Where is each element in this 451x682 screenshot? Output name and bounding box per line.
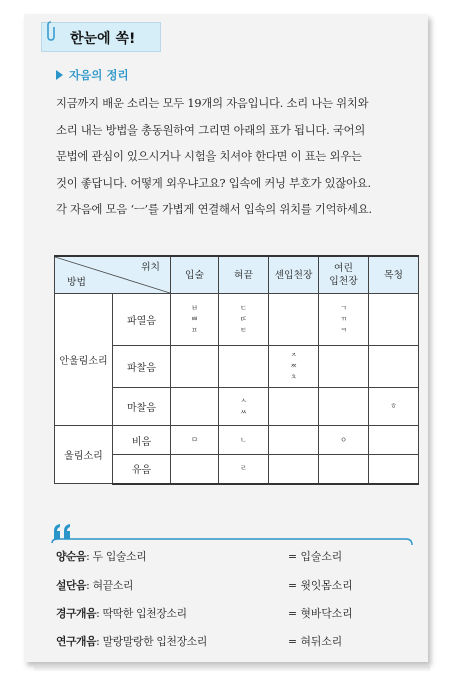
consonant-cell: [269, 455, 319, 484]
table-corner-header: [55, 256, 171, 294]
column-header: 센입천장: [269, 256, 319, 294]
paragraph-line: 소리 내는 방법을 총동원하여 그리면 아래의 표가 됩니다. 국어의: [56, 123, 366, 137]
definition-term: 경구개음: [56, 607, 97, 620]
consonant-letter: ㅅ: [240, 396, 247, 405]
definition-equivalent: = 윗잇몸소리: [288, 579, 353, 592]
consonant-cell: [269, 294, 319, 346]
table-row: [55, 294, 419, 346]
definition-equivalent: = 혀뒤소리: [288, 635, 343, 648]
consonant-letter: ㅉ: [290, 362, 297, 370]
consonant-letter: ㄴ: [240, 435, 247, 444]
definition-desc: : 딱딱한 입천장소리: [96, 607, 187, 620]
definition-row: [56, 549, 396, 565]
consonant-cell: [219, 346, 269, 388]
consonant-cell: [219, 388, 269, 426]
consonant-letter: ㅊ: [290, 373, 297, 381]
consonant-cell: [369, 455, 419, 484]
manner-label: 비음: [113, 426, 171, 455]
table-row: [55, 426, 419, 455]
definition-row: [56, 634, 396, 650]
group-label: 울림소리: [55, 426, 113, 484]
consonant-letter: ㄲ: [340, 315, 347, 323]
paragraph-line: 지금까지 배운 소리는 모두 19개의 자음입니다. 소리 나는 위치와: [56, 97, 369, 110]
consonant-letter: ㄷ: [240, 304, 247, 312]
group-label: 안울림소리: [55, 294, 113, 426]
content-card: [24, 14, 428, 662]
definition-equivalent: = 혓바닥소리: [288, 607, 353, 620]
definition-term: 설단음: [56, 579, 87, 592]
manner-label: 마찰음: [113, 388, 171, 426]
manner-label: 파찰음: [113, 346, 171, 388]
definition-term: 양순음: [56, 550, 87, 563]
consonant-table: [54, 255, 419, 485]
corner-label-position: 위치: [141, 262, 160, 273]
consonant-cell: [369, 426, 419, 455]
consonant-letter: ㄹ: [240, 464, 247, 473]
paragraph-line: 각 자음에 모음 ‘ㅡ’를 가볍게 연결해서 입속의 위치를 기억하세요.: [56, 203, 372, 217]
paperclip-icon: [46, 21, 56, 43]
triangle-bullet-icon: [56, 70, 63, 80]
consonant-cell: [319, 455, 369, 484]
consonant-letter: ㅌ: [240, 326, 247, 334]
consonant-letter: ㅎ: [390, 402, 397, 410]
section-title: 자음의 정리: [69, 68, 129, 82]
section-heading: [56, 67, 129, 83]
consonant-cell: [269, 388, 319, 426]
consonant-letter: ㅇ: [340, 435, 347, 444]
consonant-cell: [171, 426, 219, 455]
definition-term: 연구개음: [56, 635, 97, 648]
definition-desc: : 혀끝소리: [86, 579, 134, 592]
definition-row: [56, 606, 396, 622]
corner-label-manner: 방법: [67, 277, 86, 288]
consonant-cell: [171, 455, 219, 484]
consonant-cell: [269, 346, 319, 388]
consonant-cell: [369, 294, 419, 346]
consonant-cell: [219, 426, 269, 455]
consonant-letter: ㅆ: [240, 407, 247, 416]
consonant-letter: ㄸ: [240, 315, 247, 323]
definition-desc: : 말랑말랑한 입천장소리: [96, 635, 208, 648]
consonant-cell: [369, 388, 419, 426]
definition-equivalent: = 입술소리: [288, 550, 343, 563]
consonant-letter: ㅃ: [191, 315, 198, 323]
consonant-letter: ㅁ: [191, 435, 198, 444]
consonant-cell: [319, 388, 369, 426]
definition-row: [56, 578, 396, 594]
consonant-letter: ㅋ: [340, 326, 347, 334]
consonant-cell: [269, 426, 319, 455]
quote-mark-icon: [50, 517, 414, 547]
consonant-cell: [171, 388, 219, 426]
header-tag: [41, 22, 161, 52]
consonant-cell: [369, 346, 419, 388]
body-paragraph: [56, 91, 412, 224]
consonant-letter: ㅍ: [191, 326, 198, 334]
consonant-cell: [319, 294, 369, 346]
consonant-letter: ㅈ: [290, 351, 297, 359]
summary-divider: [50, 517, 414, 547]
paragraph-line: 것이 좋답니다. 어떻게 외우냐고요? 입속에 커닝 부호가 있잖아요.: [56, 176, 371, 190]
header-title: 한눈에 쏙!: [70, 31, 136, 47]
consonant-cell: [219, 294, 269, 346]
column-header: 여린 입천장: [319, 256, 369, 294]
paragraph-line: 문법에 관심이 있으시거나 시험을 치셔야 한다면 이 표는 외우는: [56, 150, 362, 164]
column-header: 목청: [369, 256, 419, 294]
manner-label: 파열음: [113, 294, 171, 346]
consonant-letter: ㄱ: [340, 304, 347, 312]
definition-desc: : 두 입술소리: [86, 550, 147, 563]
consonant-cell: [171, 346, 219, 388]
consonant-cell: [171, 294, 219, 346]
manner-label: 유음: [113, 455, 171, 484]
consonant-cell: [319, 426, 369, 455]
consonant-cell: [319, 346, 369, 388]
consonant-cell: [219, 455, 269, 484]
column-header: 입술: [171, 256, 219, 294]
column-header: 혀끝: [219, 256, 269, 294]
consonant-letter: ㅂ: [191, 304, 198, 312]
